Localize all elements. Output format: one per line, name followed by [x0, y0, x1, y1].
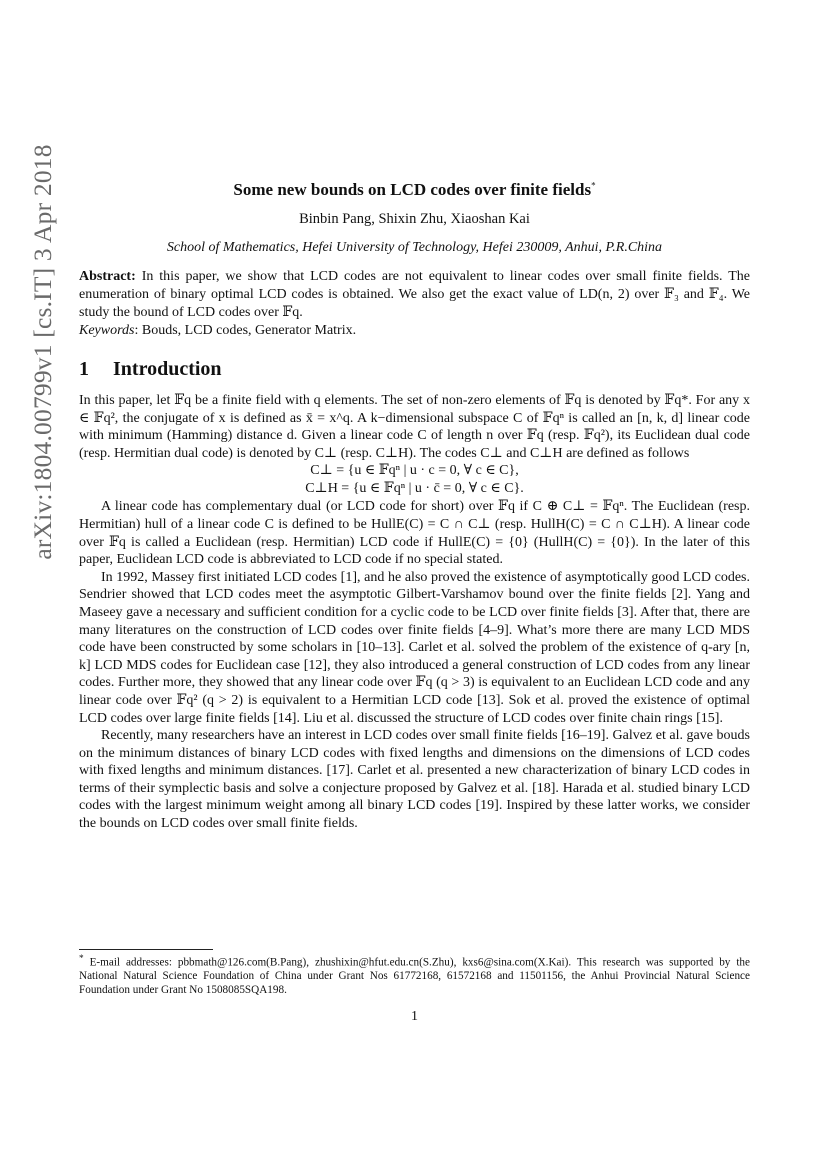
paragraph-2: A linear code has complementary dual (or LCD code for short) over 𝔽q if C ⊕ C⊥ = 𝔽qⁿ. The Euclidean (resp. Hermitian) hull of a linear code C is defined to be HullE(C) = C ∩ C⊥ (resp. HullH(C) = C ∩ C⊥H). A linear code over 𝔽q is called a Euclidean (resp. Hermitian) LCD code if HullE(C) = {0} (HullH(C) = {0}). In the later of this paper, Euclidean LCD code is abbreviated to LCD code if no special stated. — [79, 499, 750, 568]
footnote-text: E-mail addresses: pbbmath@126.com(B.Pang), zhushixin@hfut.edu.cn(S.Zhu), kxs6@sina.com(X.Kai). This research was supported by the National Natural Science Foundation of China under Grant Nos 61772168, 61572168 and 11501156, the Anhui Provincial Natural Science Foundation under Grant No 1508085SQA198. — [79, 956, 750, 996]
footnote-rule — [79, 949, 213, 950]
abstract-label: Abstract: — [79, 269, 136, 284]
paragraph-4: Recently, many researchers have an interest in LCD codes over small finite fields [16–19]. Galvez et al. gave bouds on the minimum distances of binary LCD codes with fixed lengths and dimensions on the dimensions of LCD codes with fixed lengths and minimum distances. [17]. Carlet et al. presented a new characterization of binary LCD codes in terms of their symplectic basis and solve a conjecture proposed by Galvez et al. [18]. Harada et al. studied binary LCD codes with the largest minimum weight among all binary LCD codes [19]. Inspired by these latter works, we consider the bounds on LCD codes over small finite fields. — [79, 728, 750, 832]
footnote — [79, 953, 750, 997]
section-title: Introduction — [113, 358, 222, 380]
keywords-text: : Bouds, LCD codes, Generator Matrix. — [134, 323, 357, 338]
footnote-mark: * — [79, 954, 84, 964]
abstract-text: In this paper, we show that LCD codes are not equivalent to linear codes over small finite fields. The enumeration of binary optimal LCD codes is obtained. We also get the exact value of LD(n, 2) over 𝔽₃ and 𝔽₄. We study the bound of LCD codes over 𝔽q. — [79, 269, 750, 320]
paper-affiliation: School of Mathematics, Hefei University of Technology, Hefei 230009, Anhui, P.R.China — [166, 240, 663, 255]
paper-authors: Binbin Pang, Shixin Zhu, Xiaoshan Kai — [299, 211, 530, 227]
paper-title — [79, 180, 750, 200]
abstract — [79, 268, 750, 340]
paper-title-text: Some new bounds on LCD codes over finite fields — [233, 180, 592, 199]
paragraph-1: In this paper, let 𝔽q be a finite field with q elements. The set of non-zero elements of 𝔽q is denoted by 𝔽q*. For any x ∈ 𝔽q², the conjugate of x is defined as x̄ = x^q. A k−dimensional subspace C of 𝔽qⁿ is called an [n, k, d] linear code with minimum (Hamming) distance d. Given a linear code C of length n over 𝔽q (resp. 𝔽q²), its Euclidean dual code (resp. Hermitian dual code) is denoted by C⊥ (resp. C⊥H). The codes C⊥ and C⊥H are defined as follows — [79, 393, 750, 461]
page-number: 1 — [411, 1009, 418, 1024]
equation-hermitian-dual: C⊥H = {u ∈ 𝔽qⁿ | u · c̄ = 0, ∀ c ∈ C}. — [305, 481, 524, 497]
paragraph-3: In 1992, Massey first initiated LCD codes [1], and he also proved the existence of asymptotically good LCD codes. Sendrier showed that LCD codes meet the asymptotic Gilbert-Varshamov bound over the finite fields [2]. Yang and Maseey gave a necessary and sufficient condition for a cyclic code to be LCD over finite fields [3]. After that, there are many literatures on the construction of LCD codes over finite fields [4–9]. What’s more there are many LCD MDS code have been constructed by some scholars in [10–13]. Carlet et al. solved the problem of the existence of q-ary [n, k] LCD MDS codes for Euclidean case [12], they also introduced a general construction of LCD codes from any linear codes. Further more, they showed that any linear code over 𝔽q (q > 3) is equivalent to an Euclidean LCD code and any linear code over 𝔽q² (q > 2) is equivalent to a Hermitian LCD code [13]. Sok et al. proved the existence of optimal LCD codes over large finite fields [14]. Liu et al. discussed the structure of LCD codes over finite chain rings [15]. — [79, 569, 750, 726]
section-body — [79, 392, 750, 833]
section-heading — [79, 358, 750, 381]
section-number: 1 — [79, 358, 89, 380]
equation-euclidean-dual: C⊥ = {u ∈ 𝔽qⁿ | u · c = 0, ∀ c ∈ C}, — [310, 463, 519, 479]
keywords-label: Keywords — [79, 323, 135, 338]
arxiv-stamp-text: arXiv:1804.00799v1 [cs.IT] 3 Apr 2018 — [28, 144, 57, 560]
title-footnote-mark: * — [591, 180, 596, 191]
